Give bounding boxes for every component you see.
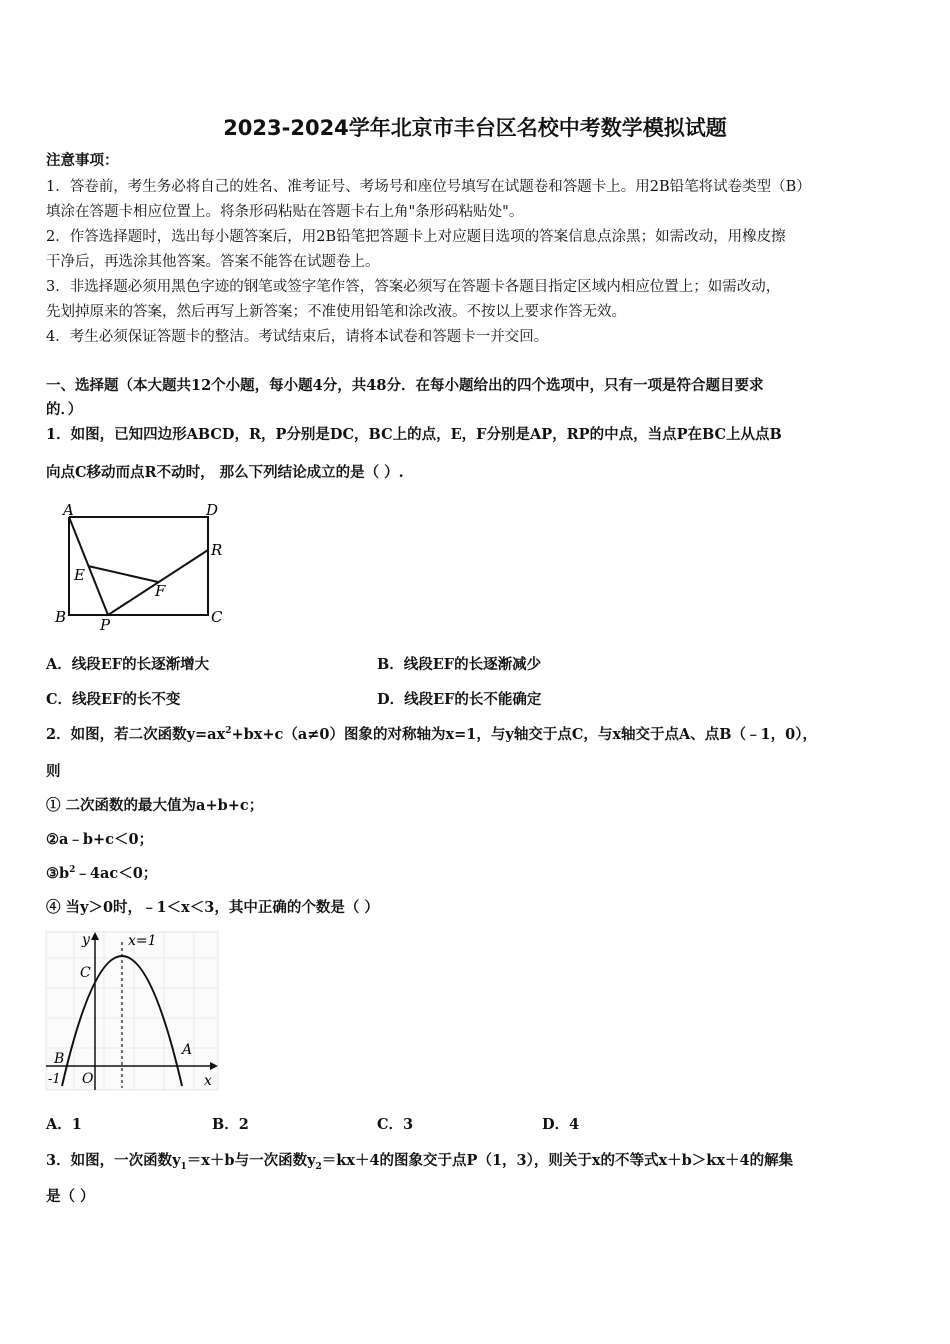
q3-c: ＝kx＋4的图象交于点P（1，3），则关于x的不等式x＋b＞kx＋4的解集 [321,1152,794,1169]
q3-sub1: 1 [180,1161,187,1172]
q2-option-a[interactable]: A．1 [46,1116,82,1133]
label-c: C [80,965,91,981]
q2-statement-4: ④ 当y＞0时，﹣1＜x＜3，其中正确的个数是（ ） [46,899,379,916]
label-o: O [82,1071,94,1087]
notice-line: 2．作答选择题时，选出每小题答案后，用2B铅笔把答题卡上对应题目选项的答案信息点涂黑；如需改动，用橡皮擦 [46,229,786,245]
q2-stem-b: +bx+c（a≠0）图象的对称轴为x=1，与y轴交于点C，与x轴交于点A、点B（﹣1，0）， [231,726,817,743]
label-neg1: -1 [48,1072,61,1087]
label-b: B [54,1051,65,1067]
q1-option-b[interactable]: B．线段EF的长逐渐减少 [377,656,542,673]
label-x: x [204,1073,212,1089]
label-a: A [63,501,74,519]
q2-statement-2: ②a﹣b+c＜0； [46,831,154,848]
notice-line: 干净后，再选涂其他答案。答案不能答在试题卷上。 [46,254,380,270]
q1-stem-cont: 向点C移动而点R不动时， 那么下列结论成立的是（ ）. [46,464,404,481]
notice-line: 先划掉原来的答案，然后再写上新答案；不准使用铅笔和涂改液。不按以上要求作答无效。 [46,304,626,320]
q1-option-a[interactable]: A．线段EF的长逐渐增大 [46,656,210,673]
q2-option-c[interactable]: C．3 [377,1116,414,1133]
section-heading: 一、选择题（本大题共12个小题，每小题4分，共48分．在每小题给出的四个选项中，只有一项是符合题目要求 [46,377,764,394]
q2-option-b[interactable]: B．2 [212,1116,249,1133]
label-b: B [55,608,67,626]
q1-option-d[interactable]: D．线段EF的长不能确定 [377,691,542,708]
q3-b: ＝x＋b与一次函数y [186,1152,316,1169]
segment-ef [88,566,158,582]
notice-heading: 注意事项： [46,152,119,169]
label-c: C [211,608,223,626]
q2-option-d[interactable]: D．4 [542,1116,580,1133]
label-p: P [100,616,111,634]
q1-figure [50,498,240,638]
q2-statement-3 [46,864,157,884]
q3-sub2: 2 [315,1161,322,1172]
label-e: E [74,566,85,584]
q2-figure [44,928,224,1098]
q3-stem-cont: 是（ ） [46,1188,95,1205]
q2-stem-sup: 2 [225,726,232,737]
q2-stem-a: 2．如图，若二次函数y=ax [46,726,226,743]
q2-s3-sup: 2 [69,865,76,876]
notice-line: 3．非选择题必须用黑色字迹的钢笔或签字笔作答，答案必须写在答题卡各题目指定区域内相应位置上；如需改动， [46,279,781,295]
q2-s3-b: ﹣4ac＜0； [75,865,158,882]
label-y: y [82,932,90,948]
label-f: F [155,582,166,600]
notice-line: 填涂在答题卡相应位置上。将条形码粘贴在答题卡右上角"条形码粘贴处"。 [46,204,524,220]
notice-line: 4．考生必须保证答题卡的整洁。考试结束后，请将本试卷和答题卡一并交回。 [46,329,549,345]
q1-stem: 1．如图，已知四边形ABCD，R，P分别是DC，BC上的点，E，F分别是AP，RP的中点，当点P在BC上从点B [46,426,782,443]
q3-stem [46,1151,793,1171]
label-d: D [206,501,219,519]
q2-stem-cont: 则 [46,763,61,780]
q2-s3-a: ③b [46,865,70,882]
label-a: A [182,1042,193,1058]
label-axis-eq: x=1 [128,933,157,949]
q1-option-c[interactable]: C．线段EF的长不变 [46,691,181,708]
q2-stem [46,725,817,745]
section-heading-cont: 的．） [46,401,83,418]
q3-a: 3．如图，一次函数y [46,1152,181,1169]
notice-line: 1．答卷前，考生务必将自己的姓名、准考证号、考场号和座位号填写在试题卷和答题卡上。用2B铅笔将试卷类型（B） [46,179,811,195]
page-title: 2023-2024学年北京市丰台区名校中考数学模拟试题 [223,116,727,140]
q2-statement-1: ① 二次函数的最大值为a+b+c； [46,797,264,814]
label-r: R [211,541,223,559]
